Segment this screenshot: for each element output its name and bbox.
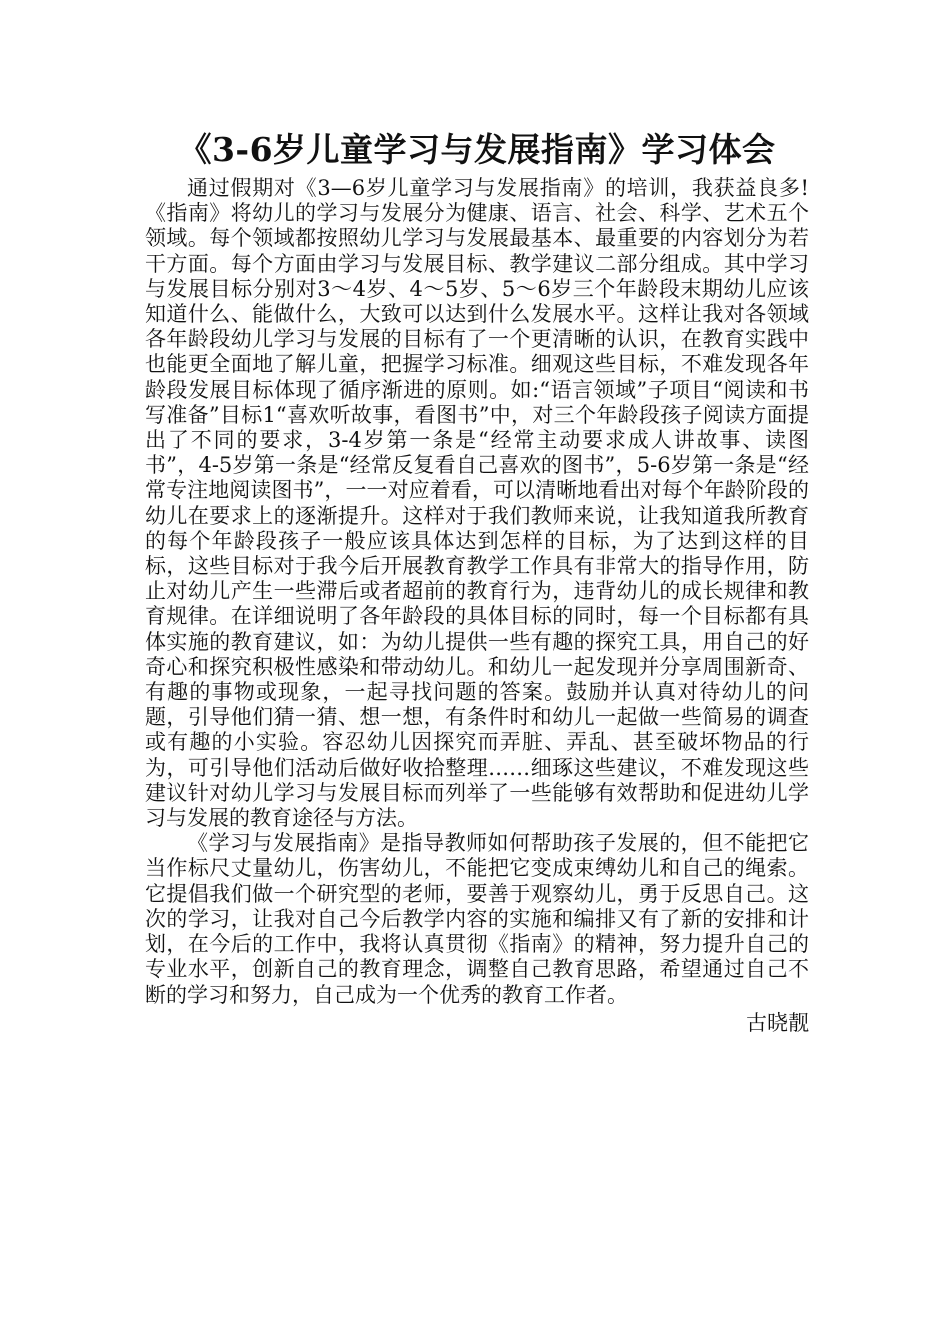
paragraph-2: 《学习与发展指南》是指导教师如何帮助孩子发展的，但不能把它当作标尺丈量幼儿，伤害幼儿，不能把它变成束缚幼儿和自己的绳索。它提倡我们做一个研究型的老师，要善于观察幼儿，勇于反思自己。这次的学习，让我对自己今后教学内容的实施和编排又有了新的安排和计划，在今后的工作中，我将认真贯彻《指南》的精神，努力提升自己的专业水平，创新自己的教育理念，调整自己教育思路，希望通过自己不断的学习和努力，自己成为一个优秀的教育工作者。: [145, 831, 809, 1007]
author-signature: 古晓靓: [746, 1010, 809, 1035]
paragraph-1: 通过假期对《3—6岁儿童学习与发展指南》的培训，我获益良多!《指南》将幼儿的学习与发展分为健康、语言、社会、科学、艺术五个领域。每个领域都按照幼儿学习与发展最基本、最重要的内容划分为若干方面。每个方面由学习与发展目标、教学建议二部分组成。其中学习与发展目标分别对3～4岁、4～5岁、5～6岁三个年龄段末期幼儿应该知道什么、能做什么，大致可以达到什么发展水平。这样让我对各领域各年龄段幼儿学习与发展的目标有了一个更清晰的认识，在教育实践中也能更全面地了解儿童，把握学习标准。细观这些目标，不难发现各年龄段发展目标体现了循序渐进的原则。如:“语言领域”子项目“阅读和书写准备”目标1“喜欢听故事，看图书”中，对三个年龄段孩子阅读方面提出了不同的要求，3-4岁第一条是“经常主动要求成人讲故事、读图书”，4-5岁第一条是“经常反复看自己喜欢的图书”，5-6岁第一条是“经常专注地阅读图书”，一一对应着看，可以清晰地看出对每个年龄阶段的幼儿在要求上的逐渐提升。这样对于我们教师来说，让我知道我所教育的每个年龄段孩子一般应该具体达到怎样的目标，为了达到这样的目标，这些目标对于我今后开展教育教学工作具有非常大的指导作用，防止对幼儿产生一些滞后或者超前的教育行为，违背幼儿的成长规律和教育规律。在详细说明了各年龄段的具体目标的同时，每一个目标都有具体实施的教育建议，如：为幼儿提供一些有趣的探究工具，用自己的好奇心和探究积极性感染和带动幼儿。和幼儿一起发现并分享周围新奇、有趣的事物或现象，一起寻找问题的答案。鼓励并认真对待幼儿的问题，引导他们猜一猜、想一想，有条件时和幼儿一起做一些简易的调查或有趣的小实验。容忍幼儿因探究而弄脏、弄乱、甚至破坏物品的行为，可引导他们活动后做好收拾整理……细琢这些建议，不难发现这些建议针对幼儿学习与发展目标而列举了一些能够有效帮助和促进幼儿学习与发展的教育途径与方法。: [145, 176, 809, 831]
document-title: 《3-6岁儿童学习与发展指南》学习体会: [178, 130, 776, 169]
document-page: [145, 128, 809, 1038]
